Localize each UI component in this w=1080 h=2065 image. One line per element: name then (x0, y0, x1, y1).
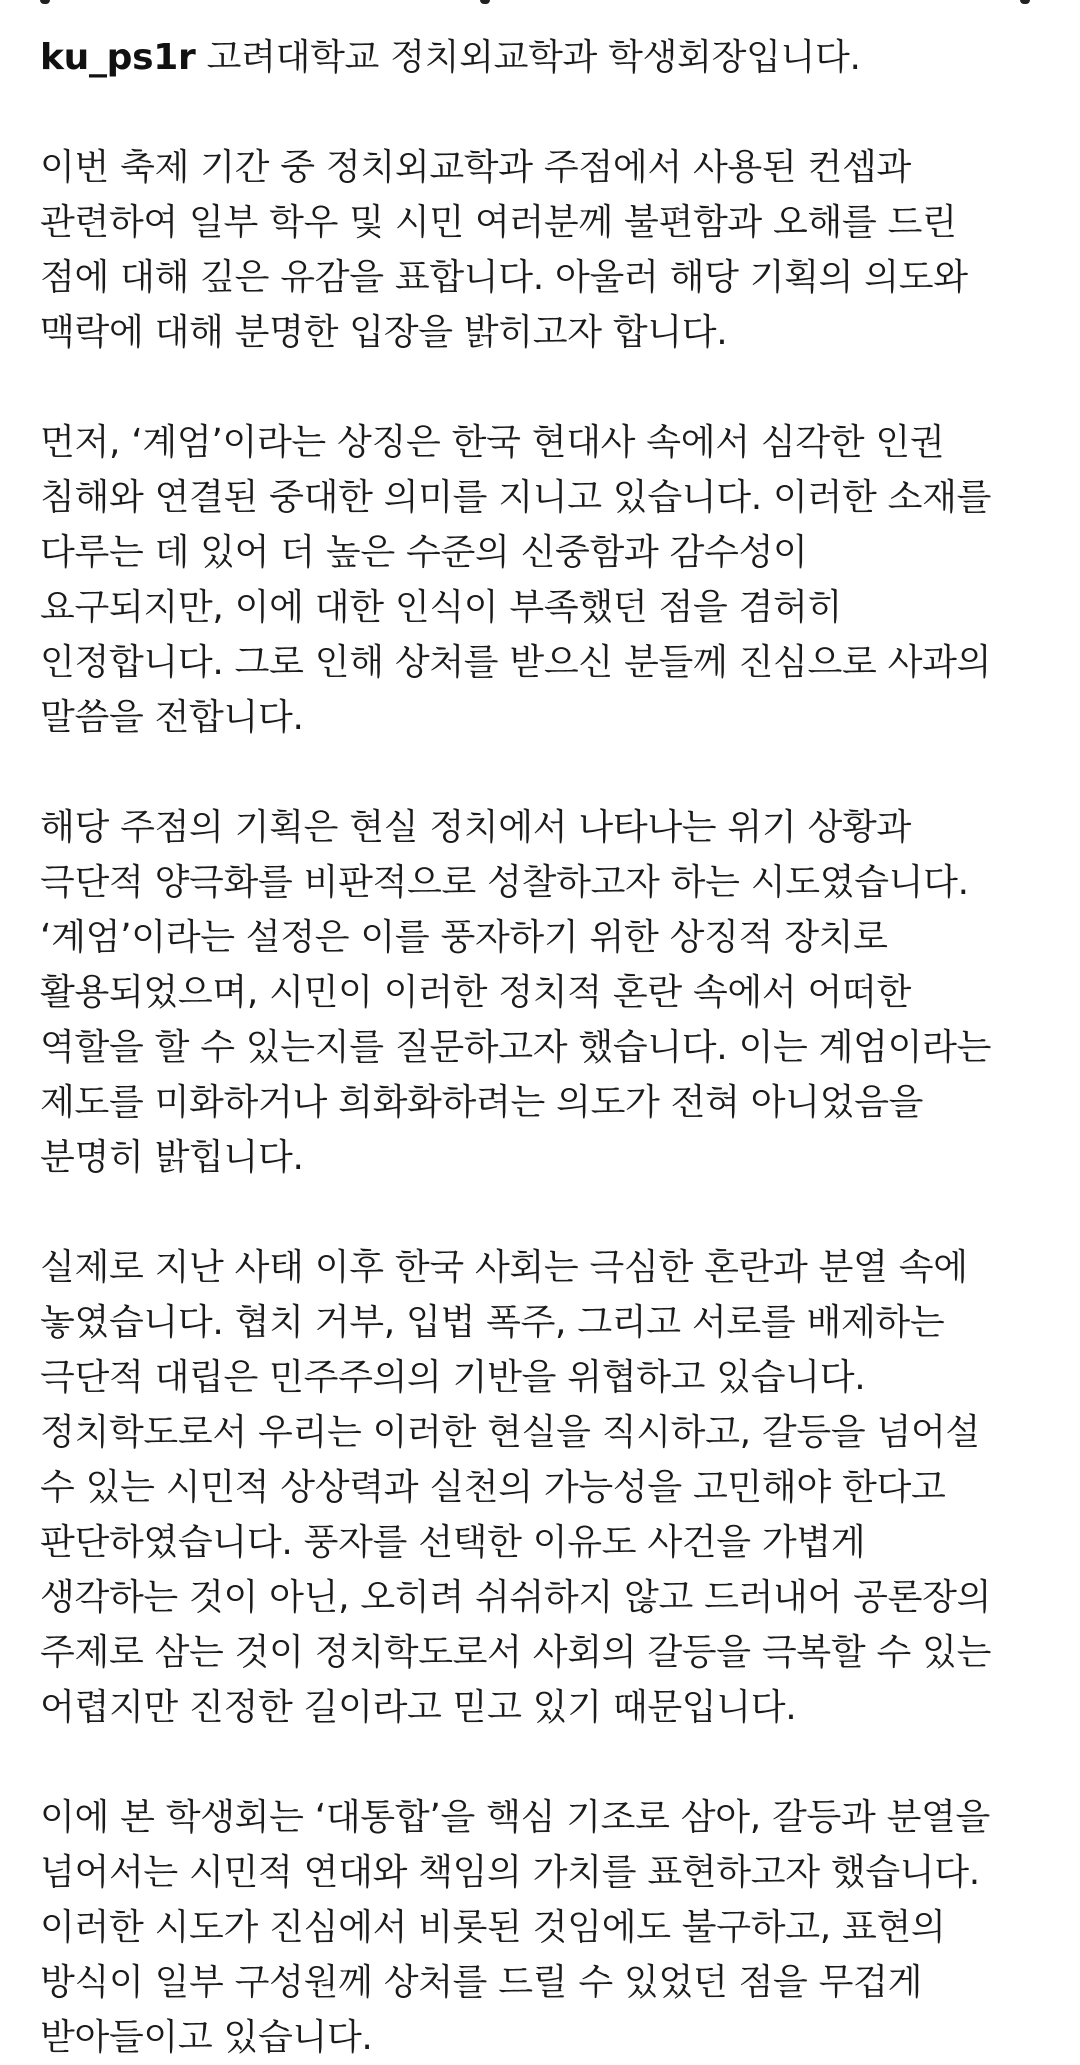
caption-line: ‘계엄’이라는 설정은 이를 풍자하기 위한 상징적 장치로 (40, 917, 888, 958)
caption-paragraph-5 (40, 1790, 1050, 2065)
caption-line: 제도를 미화하거나 희화화하려는 의도가 전혀 아니었음을 (40, 1082, 924, 1123)
paragraph-gap (40, 1735, 1050, 1790)
caption-line: 이러한 시도가 진심에서 비롯된 것임에도 불구하고, 표현의 (40, 1907, 946, 1948)
caption-line: 맥락에 대해 분명한 입장을 밝히고자 합니다. (40, 312, 728, 353)
caption-line: 이번 축제 기간 중 정치외교학과 주점에서 사용된 컨셉과 (40, 147, 911, 188)
caption-paragraph-2 (40, 415, 1050, 745)
caption-line: 말씀을 전합니다. (40, 697, 304, 738)
paragraph-gap (40, 360, 1050, 415)
paragraph-gap (40, 745, 1050, 800)
caption-line: 다루는 데 있어 더 높은 수준의 신중함과 감수성이 (40, 532, 808, 573)
caption-line: 역할을 할 수 있는지를 질문하고자 했습니다. 이는 계엄이라는 (40, 1027, 992, 1068)
caption-paragraph-4 (40, 1240, 1050, 1735)
caption-line: 방식이 일부 구성원께 상처를 드릴 수 있었던 점을 무겁게 (40, 1962, 923, 2003)
caption-line: 생각하는 것이 아닌, 오히려 쉬쉬하지 않고 드러내어 공론장의 (40, 1577, 992, 1618)
paragraph-gap (40, 1185, 1050, 1240)
caption-line: 받아들이고 있습니다. (40, 2017, 373, 2058)
caption-line: 이에 본 학생회는 ‘대통합’을 핵심 기조로 삼아, 갈등과 분열을 (40, 1797, 991, 1838)
caption-line: 해당 주점의 기획은 현실 정치에서 나타나는 위기 상황과 (40, 807, 911, 848)
caption-line: 주제로 삼는 것이 정치학도로서 사회의 갈등을 극복할 수 있는 (40, 1632, 992, 1673)
caption-line: 침해와 연결된 중대한 의미를 지니고 있습니다. 이러한 소재를 (40, 477, 992, 518)
caption-line: 활용되었으며, 시민이 이러한 정치적 혼란 속에서 어떠한 (40, 972, 911, 1013)
caption-line: 극단적 양극화를 비판적으로 성찰하고자 하는 시도였습니다. (40, 862, 969, 903)
caption-line: 넘어서는 시민적 연대와 책임의 가치를 표현하고자 했습니다. (40, 1852, 980, 1893)
caption-line: 수 있는 시민적 상상력과 실천의 가능성을 고민해야 한다고 (40, 1467, 946, 1508)
caption-intro-text: 고려대학교 정치외교학과 학생회장입니다. (206, 37, 861, 78)
cropped-icon (1020, 0, 1030, 4)
post-caption (40, 30, 1050, 2065)
caption-line: 인정합니다. 그로 인해 상처를 받으신 분들께 진심으로 사과의 (40, 642, 992, 683)
caption-line: 판단하였습니다. 풍자를 선택한 이유도 사건을 가볍게 (40, 1522, 866, 1563)
username-link[interactable]: ku_ps1r (40, 37, 196, 78)
caption-header (40, 30, 1050, 85)
cropped-icon (480, 0, 490, 4)
cropped-status-bar (0, 0, 1080, 10)
caption-line: 먼저, ‘계엄’이라는 상징은 한국 현대사 속에서 심각한 인권 (40, 422, 945, 463)
paragraph-gap (40, 85, 1050, 140)
caption-line: 요구되지만, 이에 대한 인식이 부족했던 점을 겸허히 (40, 587, 843, 628)
caption-paragraph-3 (40, 800, 1050, 1185)
caption-line: 어렵지만 진정한 길이라고 믿고 있기 때문입니다. (40, 1687, 797, 1728)
caption-line: 실제로 지난 사태 이후 한국 사회는 극심한 혼란과 분열 속에 (40, 1247, 968, 1288)
caption-line: 놓였습니다. 협치 거부, 입법 폭주, 그리고 서로를 배제하는 (40, 1302, 945, 1343)
caption-line: 관련하여 일부 학우 및 시민 여러분께 불편함과 오해를 드린 (40, 202, 957, 243)
caption-line: 분명히 밝힙니다. (40, 1137, 304, 1178)
caption-line: 극단적 대립은 민주주의의 기반을 위협하고 있습니다. (40, 1357, 866, 1398)
caption-line: 점에 대해 깊은 유감을 표합니다. 아울러 해당 기획의 의도와 (40, 257, 968, 298)
caption-line: 정치학도로서 우리는 이러한 현실을 직시하고, 갈등을 넘어설 (40, 1412, 980, 1453)
cropped-icon (40, 0, 50, 4)
caption-paragraph-1 (40, 140, 1050, 360)
